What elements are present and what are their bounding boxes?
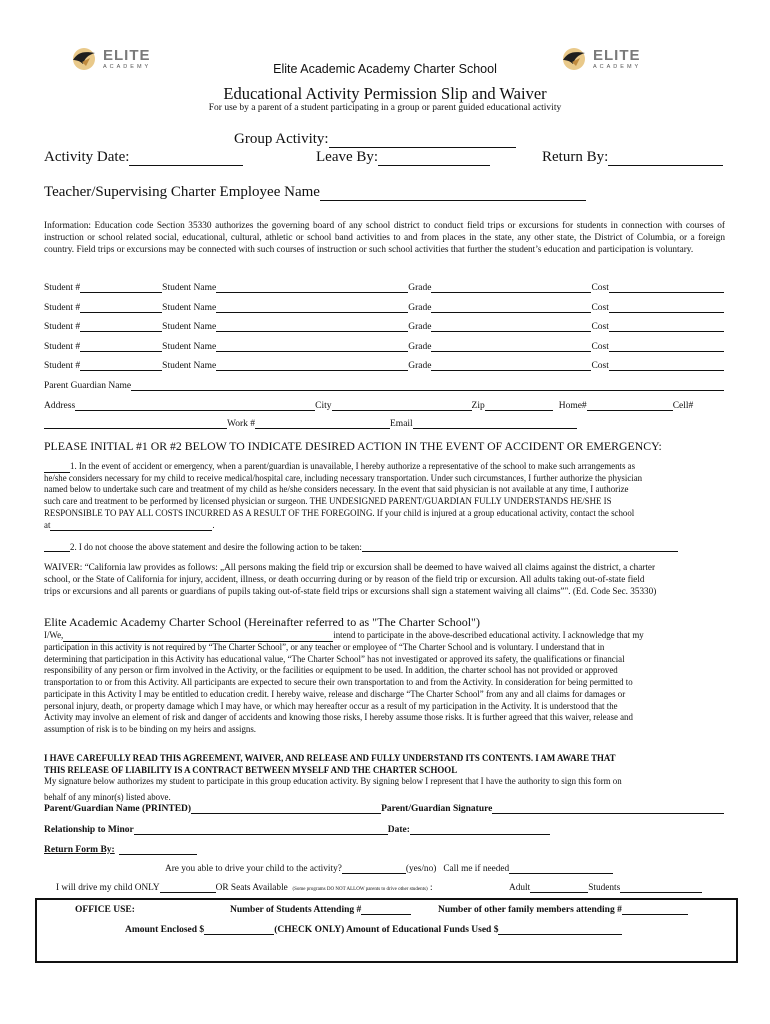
student-number-label: Student #: [44, 342, 81, 352]
waiver-block: [44, 562, 725, 597]
funds-field[interactable]: [498, 925, 622, 935]
return-by-label: Return By:: [542, 149, 609, 165]
adult-label: Adult: [509, 883, 531, 893]
cost-label: Cost: [591, 303, 609, 313]
office-use-box: [35, 898, 738, 963]
leave-by-label: Leave By:: [316, 149, 379, 165]
group-activity-row: [234, 131, 516, 148]
adult-field[interactable]: [530, 883, 588, 893]
student-number-field[interactable]: [80, 303, 162, 313]
cell-field[interactable]: [44, 419, 227, 429]
option2-initial-field[interactable]: [44, 542, 70, 552]
agreement-line: My signature below authorizes my student to participate in this group education activity. By signing below I represent that I have the authority to sign this form on: [44, 776, 622, 787]
date-field[interactable]: [410, 825, 550, 835]
student-name-label: Student Name: [162, 322, 217, 332]
students-label: Students: [588, 883, 621, 893]
relationship-row: [44, 825, 724, 835]
printed-name-label: Parent/Guardian Name (PRINTED): [44, 804, 192, 814]
student-number-field[interactable]: [80, 283, 162, 293]
student-name-field[interactable]: [216, 322, 408, 332]
student-number-label: Student #: [44, 303, 81, 313]
option2-row: [44, 542, 678, 552]
work-row: [44, 419, 724, 429]
initial-heading: PLEASE INITIAL #1 OR #2 BELOW TO INDICATE DESIRED ACTION IN THE EVENT OF ACCIDENT OR EMERGENCY:: [44, 439, 662, 453]
student-name-field[interactable]: [216, 342, 408, 352]
activity-date-field[interactable]: [129, 151, 243, 166]
amount-field[interactable]: [204, 925, 274, 935]
option1-line: such care and treatment to be performed by licensed physician or surgeon. THE UNDESIGNED PARENT/GUARDIAN FULLY UNDERSTANDS HE/SHE IS: [44, 496, 612, 507]
funds-label: (CHECK ONLY) Amount of Educational Funds Used $: [274, 925, 499, 935]
release-heading: Elite Academic Academy Charter School (Hereinafter referred to as "The Charter School"): [44, 615, 480, 629]
student-row: [44, 322, 724, 332]
student-row: [44, 283, 724, 293]
num-students-field[interactable]: [361, 905, 411, 915]
drive-question-row: [165, 864, 613, 874]
address-label: Address: [44, 401, 76, 411]
option1-line: 1. In the event of accident or emergency, when a parent/guardian is unavailable, I hereby authorize a representative of the school to make such arrangements as: [70, 461, 636, 471]
callme-label: Call me if needed: [443, 864, 510, 874]
option2-action-field[interactable]: [362, 542, 678, 552]
form-subtitle: For use by a parent of a student participating in a group or parent guided educational activity: [208, 103, 562, 113]
drive-only-label: I will drive my child ONLY: [56, 883, 160, 893]
release-line: transportation to or from this Activity. All participants are expected to secure their own transportation to and from the Activity. In consideration for being permitted to: [44, 677, 633, 687]
cost-field[interactable]: [609, 322, 724, 332]
num-family-label: Number of other family members attending #: [438, 905, 622, 915]
release-line: assumption of risk is to be binding on my heirs and assigns.: [44, 724, 257, 734]
school-name: Elite Academic Academy Charter School: [273, 62, 497, 76]
email-field[interactable]: [413, 419, 577, 429]
yesno-label: (yes/no): [405, 864, 437, 874]
grade-label: Grade: [408, 342, 432, 352]
grade-label: Grade: [408, 283, 432, 293]
participant-name-field[interactable]: [63, 632, 333, 642]
seats-colon: :: [429, 883, 433, 893]
home-field[interactable]: [587, 401, 673, 411]
student-number-label: Student #: [44, 322, 81, 332]
num-family-row: [438, 905, 688, 915]
city-field[interactable]: [332, 401, 472, 411]
drive-only-row: [56, 883, 433, 893]
work-field[interactable]: [255, 419, 390, 429]
zip-field[interactable]: [485, 401, 553, 411]
student-name-field[interactable]: [216, 303, 408, 313]
release-line: responsibility of any person or firm involved in the Activity, or the facilities or equipment to be used. In addition, the charter school has not provided or approved: [44, 665, 618, 676]
student-number-label: Student #: [44, 283, 81, 293]
grade-field[interactable]: [431, 303, 591, 313]
student-name-label: Student Name: [162, 361, 217, 371]
logo-name: ELITE: [103, 46, 151, 64]
grade-field[interactable]: [431, 322, 591, 332]
form-title: Educational Activity Permission Slip and Waiver: [223, 84, 547, 103]
parent-name-row: [44, 381, 724, 391]
num-students-row: [230, 905, 411, 915]
zip-label: Zip: [471, 401, 485, 411]
student-name-label: Student Name: [162, 342, 217, 352]
option1-line: RESPONSIBLE TO PAY ALL COSTS INCURRED AS A RESULT OF THE FOREGOING. If your child is injured at a group educational activity, contact the school: [44, 507, 635, 518]
relationship-label: Relationship to Minor: [44, 825, 134, 835]
option1-line: named below to undertake such care and treatment of my child as he/she considers necessary. In the event that said physician is not available at any time, I authorize: [44, 484, 629, 495]
release-line: Activity may involve an element of risk and danger of accidents and knowing those risks, I hereby assume those risks. It is further agreed that this waiver, release and: [44, 712, 633, 723]
waiver-line: school, or the State of California for injury, accident, illness, or death occurring during or by reason of the field trip or excursion. All adults taking out-of-state field: [44, 573, 645, 584]
waiver-line: trips or excursions and all parents or guardians of pupils taking out-of-state field trips or excursions shall sign a statement waiving all claims”". (Ed. Code Sec. 35330): [44, 585, 657, 596]
information-paragraph: Information: Education code Section 35330 authorizes the governing board of any school district to conduct field trips or excursions for students in connection with courses of instruction or school related social, educational, cultural, athletic or school band activities to and from places in the state, any other state, the District of Columbia, or a foreign country. Field trips or excursions may be connected with such courses of instruction or such school activities that further the student’s education and participation is voluntary.: [44, 221, 725, 256]
teacher-label: Teacher/Supervising Charter Employee Name: [44, 184, 320, 200]
seats-counts: [509, 883, 702, 893]
date-label: Date:: [387, 825, 410, 835]
student-number-field[interactable]: [80, 342, 162, 352]
home-label: Home#: [558, 401, 587, 411]
student-name-label: Student Name: [162, 283, 217, 293]
option1-block: 1. In the event of accident or emergency, when a parent/guardian is unavailable, I hereby authorize a representative of the school to make such arrangements as he/she considers necessary for my child to receive medical/hospital care, including necessary transportation. Under such circumstances, I further authorize the physician named below to undertake such care and treatment of my child as he/she considers necessary. In the event that said physician is not available at any time, I authorize such care and treatment to be performed by licensed physician or surgeon. THE UNDESIGNED PARENT/GUARDIAN FULLY UNDERSTANDS HE/SHE IS RESPONSIBLE TO PAY ALL COSTS INCURRED AS A RESULT OF THE FOREGOING. If your child is injured at a group educational activity, contact the school at .: [44, 461, 725, 531]
email-label: Email: [390, 419, 413, 429]
student-row: [44, 303, 724, 313]
work-label: Work #: [227, 419, 255, 429]
logo-name: ELITE: [593, 46, 641, 64]
signature-row: [44, 804, 724, 814]
grade-field[interactable]: [431, 342, 591, 352]
student-name-field[interactable]: [216, 361, 408, 371]
seats-note: (Some programs DO NOT ALLOW parents to drive other students): [292, 887, 428, 892]
cost-field[interactable]: [609, 283, 724, 293]
address-field[interactable]: [75, 401, 315, 411]
grade-label: Grade: [408, 361, 432, 371]
signature-field[interactable]: [492, 804, 724, 814]
release-line: participation in this activity is not required by “The Charter School”, or any teacher or employee of “The Charter School and is voluntary. I understand that in: [44, 641, 605, 652]
cost-field[interactable]: [609, 303, 724, 313]
student-number-field[interactable]: [80, 361, 162, 371]
relationship-field[interactable]: [134, 825, 388, 835]
grade-label: Grade: [408, 322, 432, 332]
option2-text: 2. I do not choose the above statement and desire the following action to be taken:: [70, 542, 362, 552]
grade-field[interactable]: [431, 361, 591, 371]
num-students-label: Number of Students Attending #: [230, 905, 362, 915]
agreement-block: [44, 753, 725, 804]
student-row: [44, 361, 724, 371]
agreement-line: I HAVE CAREFULLY READ THIS AGREEMENT, WAIVER, AND RELEASE AND FULLY UNDERSTAND ITS CONTENTS. I AM AWARE THAT: [44, 753, 616, 763]
iwe-label: I/We,: [44, 630, 64, 640]
option1-line: he/she considers necessary for my child to receive medical/hospital care, including necessary transportation. Under such circumstances, I further authorize the physician: [44, 472, 643, 483]
student-name-field[interactable]: [216, 283, 408, 293]
callme-field[interactable]: [509, 864, 613, 874]
intend-text: intend to participate in the above-described educational activity. I acknowledge that my: [333, 630, 644, 640]
student-number-field[interactable]: [80, 322, 162, 332]
school-contact-field[interactable]: [50, 521, 212, 531]
students-field[interactable]: [620, 883, 702, 893]
return-by-field[interactable]: [608, 151, 723, 166]
amount-row: [125, 925, 622, 935]
dates-row: [44, 149, 724, 167]
student-number-label: Student #: [44, 361, 81, 371]
group-activity-field[interactable]: [329, 133, 516, 148]
logo-sub: ACADEMY: [103, 63, 152, 70]
cost-label: Cost: [591, 322, 609, 332]
leave-by-field[interactable]: [378, 151, 490, 166]
cost-field[interactable]: [609, 361, 724, 371]
amount-label: Amount Enclosed $: [125, 925, 205, 935]
release-line: participate in this Activity I may be entitled to education credit. I hereby waive, release and discharge “The Charter School” from any and all claims for damages or: [44, 688, 626, 699]
grade-field[interactable]: [431, 283, 591, 293]
waiver-line: WAIVER: “California law provides as follows: „All persons making the field trip or excursion shall be deemed to have waived all claims against the district, a charter: [44, 562, 656, 572]
cell-label: Cell#: [672, 401, 694, 411]
release-block: [44, 630, 725, 736]
drive-only-field[interactable]: [160, 883, 216, 893]
signature-label: Parent/Guardian Signature: [381, 804, 493, 814]
drive-answer-field[interactable]: [342, 864, 406, 874]
agreement-line: THIS RELEASE OF LIABILITY IS A CONTRACT BETWEEN MYSELF AND THE CHARTER SCHOOL: [44, 764, 458, 775]
return-row: [44, 845, 724, 855]
parent-name-label: Parent Guardian Name: [44, 381, 132, 391]
return-label: Return Form By:: [44, 845, 115, 855]
agreement-line: behalf of any minor(s) listed above.: [44, 792, 171, 803]
seats-label: OR Seats Available: [215, 883, 288, 893]
return-field[interactable]: [119, 845, 197, 855]
student-row: [44, 342, 724, 352]
release-line: personal injury, death, or property damage which I may have, or which may hereafter occur as a result of my participation in the Activity. It is understood that the: [44, 700, 618, 711]
activity-date-label: Activity Date:: [44, 149, 130, 165]
student-name-label: Student Name: [162, 303, 217, 313]
cost-label: Cost: [591, 283, 609, 293]
drive-question: Are you able to drive your child to the activity?: [165, 864, 342, 874]
group-activity-label: Group Activity:: [234, 131, 329, 147]
cost-label: Cost: [591, 342, 609, 352]
grade-label: Grade: [408, 303, 432, 313]
address-row: [44, 401, 724, 411]
release-line: determining that participation in this Activity has educational value, “The Charter School” has not investigated or approved its safety, the qualifications or financial: [44, 653, 625, 664]
option1-line: at: [44, 519, 51, 530]
office-use-label: OFFICE USE:: [75, 905, 135, 915]
option1-initial-field[interactable]: [44, 463, 70, 473]
teacher-field[interactable]: [320, 186, 586, 201]
logo-sub: ACADEMY: [593, 63, 642, 70]
teacher-row: [44, 184, 724, 201]
num-family-field[interactable]: [622, 905, 688, 915]
cost-label: Cost: [591, 361, 609, 371]
city-label: City: [315, 401, 332, 411]
cost-field[interactable]: [609, 342, 724, 352]
parent-name-field[interactable]: [131, 381, 724, 391]
printed-name-field[interactable]: [191, 804, 381, 814]
